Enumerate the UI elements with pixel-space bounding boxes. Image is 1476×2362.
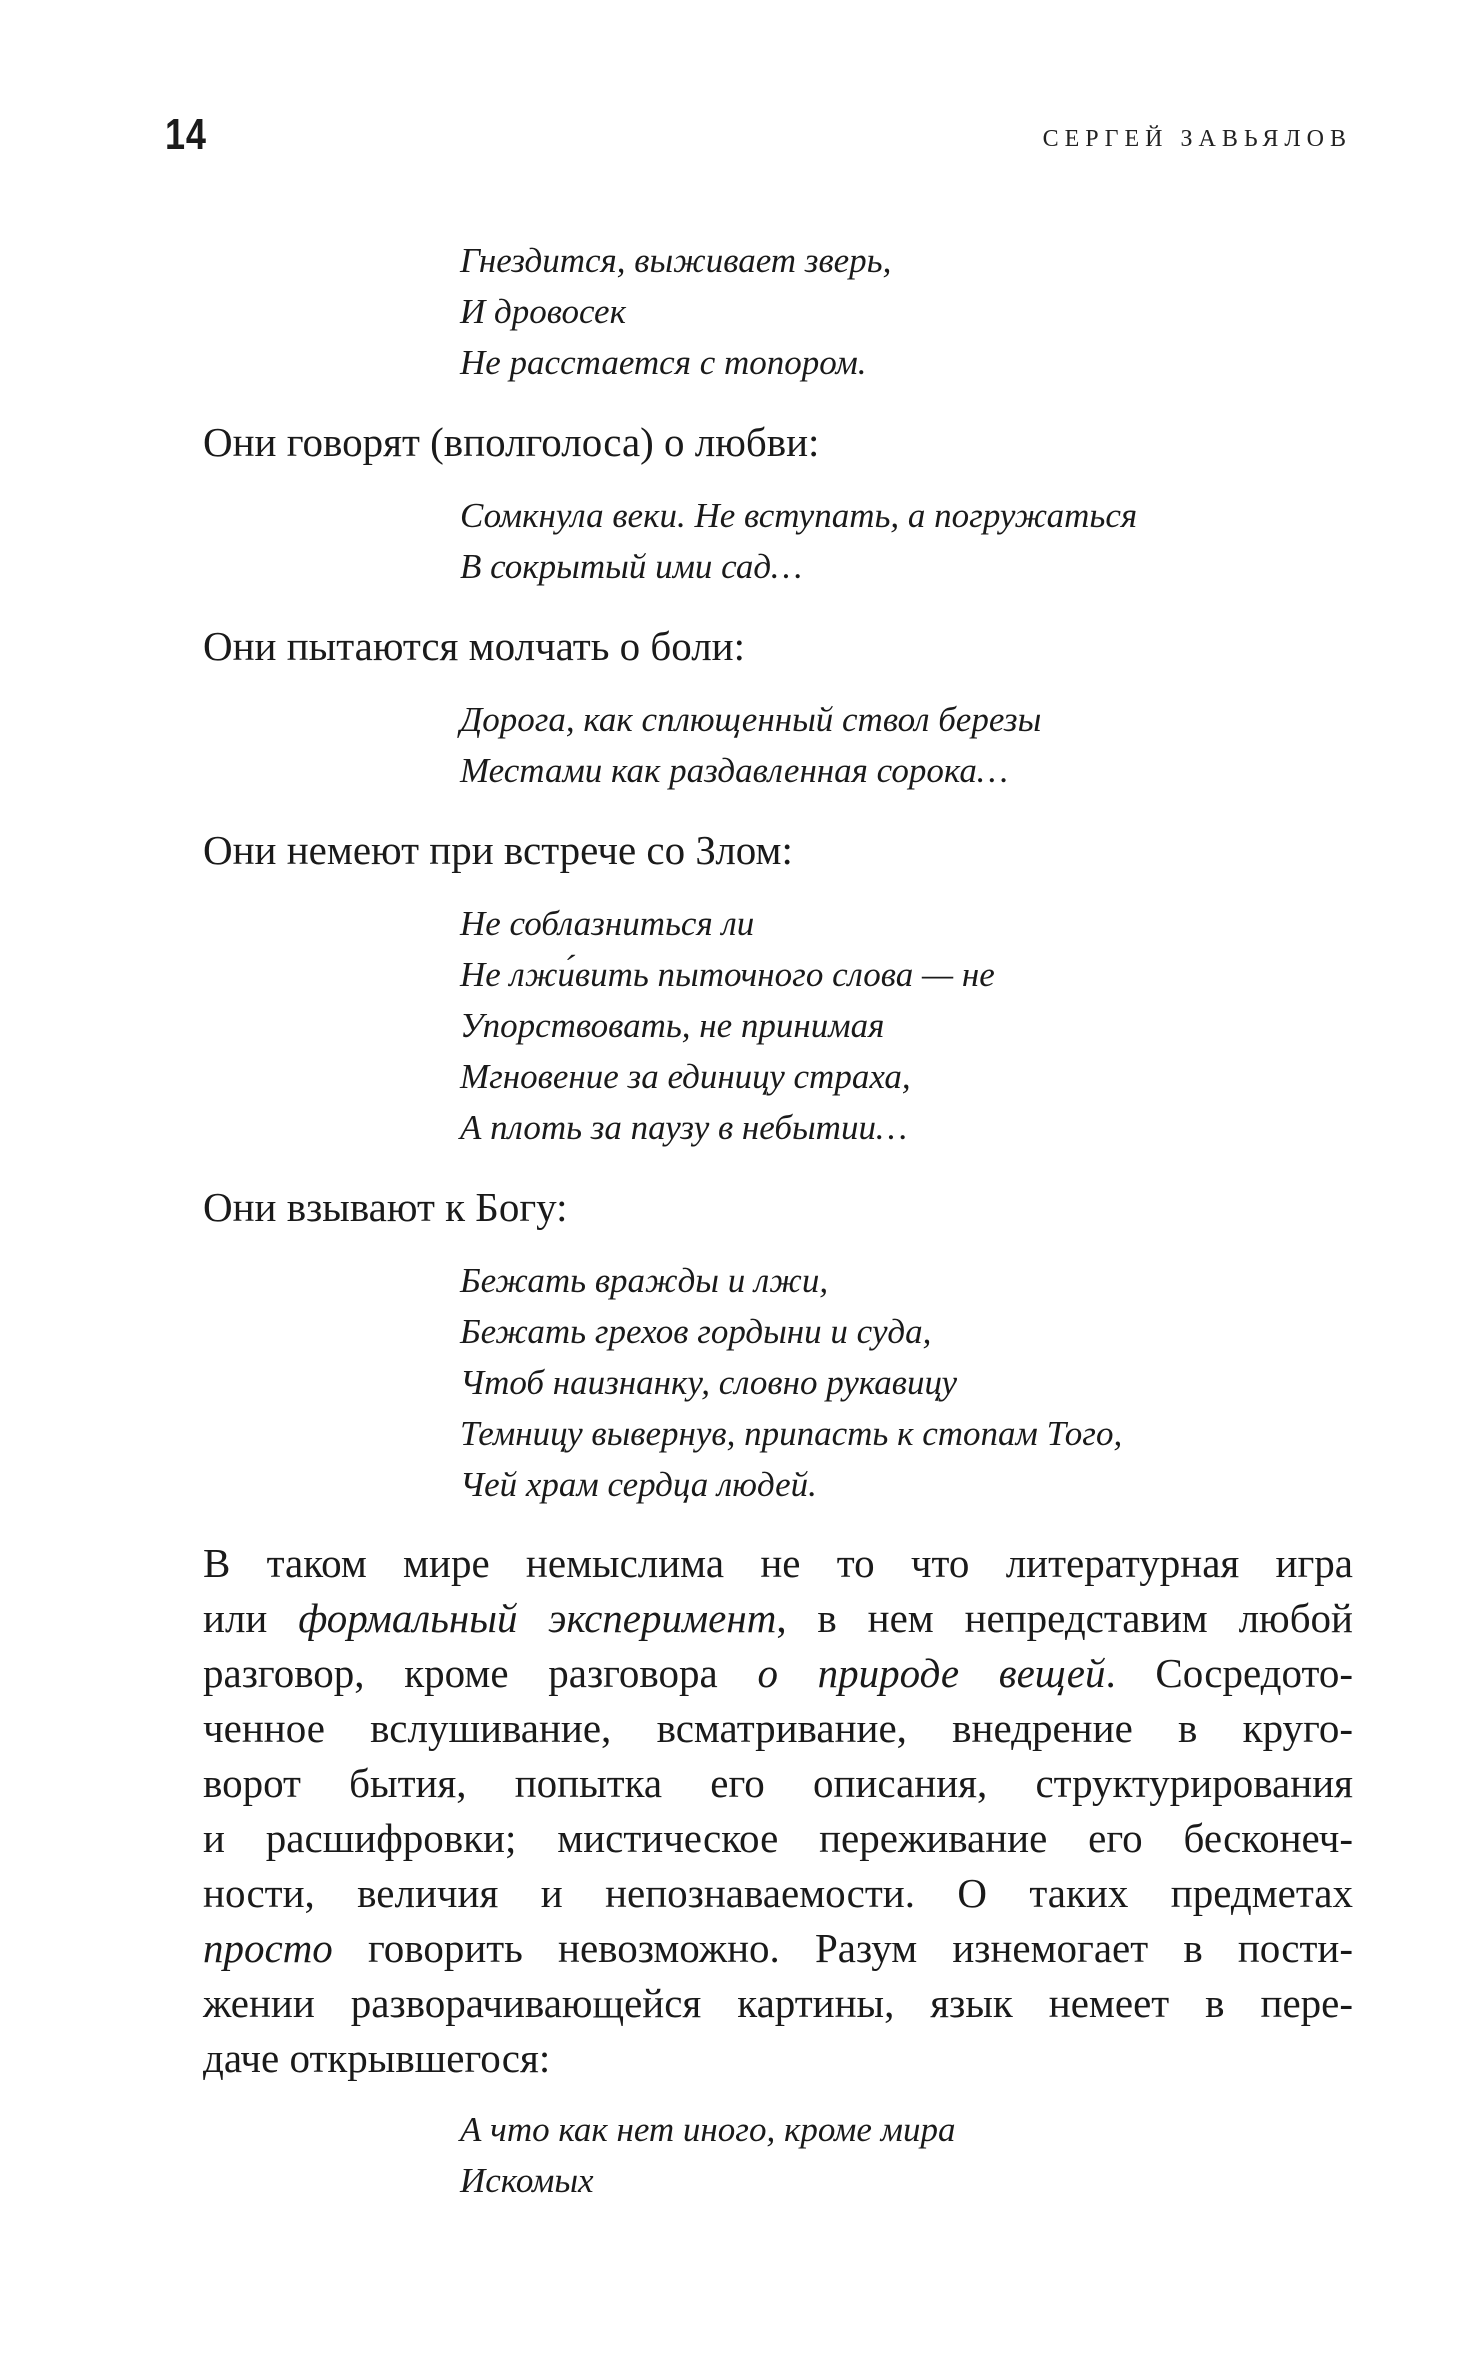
page-number: 14	[165, 110, 207, 159]
page-body	[203, 235, 1353, 2206]
emphasis-text: о природе вещей	[757, 1650, 1106, 1696]
verse-block	[460, 235, 1353, 388]
verse-line: Бежать вражды и лжи,	[460, 1261, 829, 1300]
paragraph-text: разговор, кроме разговора	[203, 1650, 758, 1696]
verse-block	[460, 2104, 1353, 2206]
paragraph-line: даче открывшегося:	[203, 2035, 551, 2081]
paragraph-line: ности, величия и непознаваемости. О таких предметах	[203, 1870, 1353, 1916]
verse-line: Местами как раздавленная сорока…	[460, 751, 1008, 790]
verse-line: Чей храм сердца людей.	[460, 1465, 817, 1504]
paragraph-line	[203, 1591, 1353, 1646]
verse-block	[460, 490, 1353, 592]
verse-line: И дровосек	[460, 292, 626, 331]
paragraph-line	[203, 1921, 1353, 1976]
verse-block	[460, 1255, 1353, 1510]
verse-line: Не лжи́вить пыточного слова — не	[460, 955, 995, 994]
paragraph-line: жении разворачивающейся картины, язык немеет в пере-	[203, 1980, 1353, 2026]
verse-line: Дорога, как сплющенный ствол березы	[460, 700, 1042, 739]
verse-line: Искомых	[460, 2161, 594, 2200]
paragraph-line: и расшифровки; мистическое переживание его бесконеч-	[203, 1815, 1353, 1861]
verse-block	[460, 898, 1353, 1153]
intro-line: Они взывают к Богу:	[203, 1184, 568, 1230]
verse-line: В сокрытый ими сад…	[460, 547, 803, 586]
emphasis-text: формальный эксперимент	[298, 1595, 777, 1641]
verse-line: Гнездится, выживает зверь,	[460, 241, 892, 280]
running-head: СЕРГЕЙ ЗАВЬЯЛОВ	[1042, 126, 1352, 152]
intro-line: Они говорят (вполголоса) о любви:	[203, 419, 820, 465]
paragraph-line: ченное вслушивание, всматривание, внедрение в круго-	[203, 1705, 1353, 1751]
verse-line: А плоть за паузу в небытии…	[460, 1108, 908, 1147]
verse-line: Не расстается с топором.	[460, 343, 867, 382]
paragraph-text: или	[203, 1595, 299, 1641]
intro-line: Они пытаются молчать о боли:	[203, 623, 746, 669]
verse-line: Бежать грехов гордыни и суда,	[460, 1312, 932, 1351]
verse-line: Не соблазниться ли	[460, 904, 755, 943]
verse-line: Мгновение за единицу страха,	[460, 1057, 911, 1096]
paragraph-line: ворот бытия, попытка его описания, структурирования	[203, 1760, 1353, 1806]
intro-line: Они немеют при встрече со Злом:	[203, 827, 793, 873]
verse-line: Сомкнула веки. Не вступать, а погружаться	[460, 496, 1138, 535]
paragraph-text: , в нем непредставим любой	[776, 1595, 1353, 1641]
paragraph-text: . Сосредото-	[1105, 1650, 1353, 1696]
verse-line: Чтоб наизнанку, словно рукавицу	[460, 1363, 958, 1402]
verse-block	[460, 694, 1353, 796]
paragraph-line: В таком мире немыслима не то что литературная игра	[203, 1540, 1353, 1586]
body-paragraph	[203, 1536, 1353, 2086]
verse-line: Упорствовать, не принимая	[460, 1006, 885, 1045]
paragraph-text: говорить невозможно. Разум изнемогает в пости-	[332, 1925, 1353, 1971]
emphasis-text: просто	[203, 1925, 333, 1971]
paragraph-line	[203, 1646, 1353, 1701]
verse-line: Темницу вывернув, припасть к стопам Того,	[460, 1414, 1123, 1453]
verse-line: А что как нет иного, кроме мира	[460, 2110, 956, 2149]
